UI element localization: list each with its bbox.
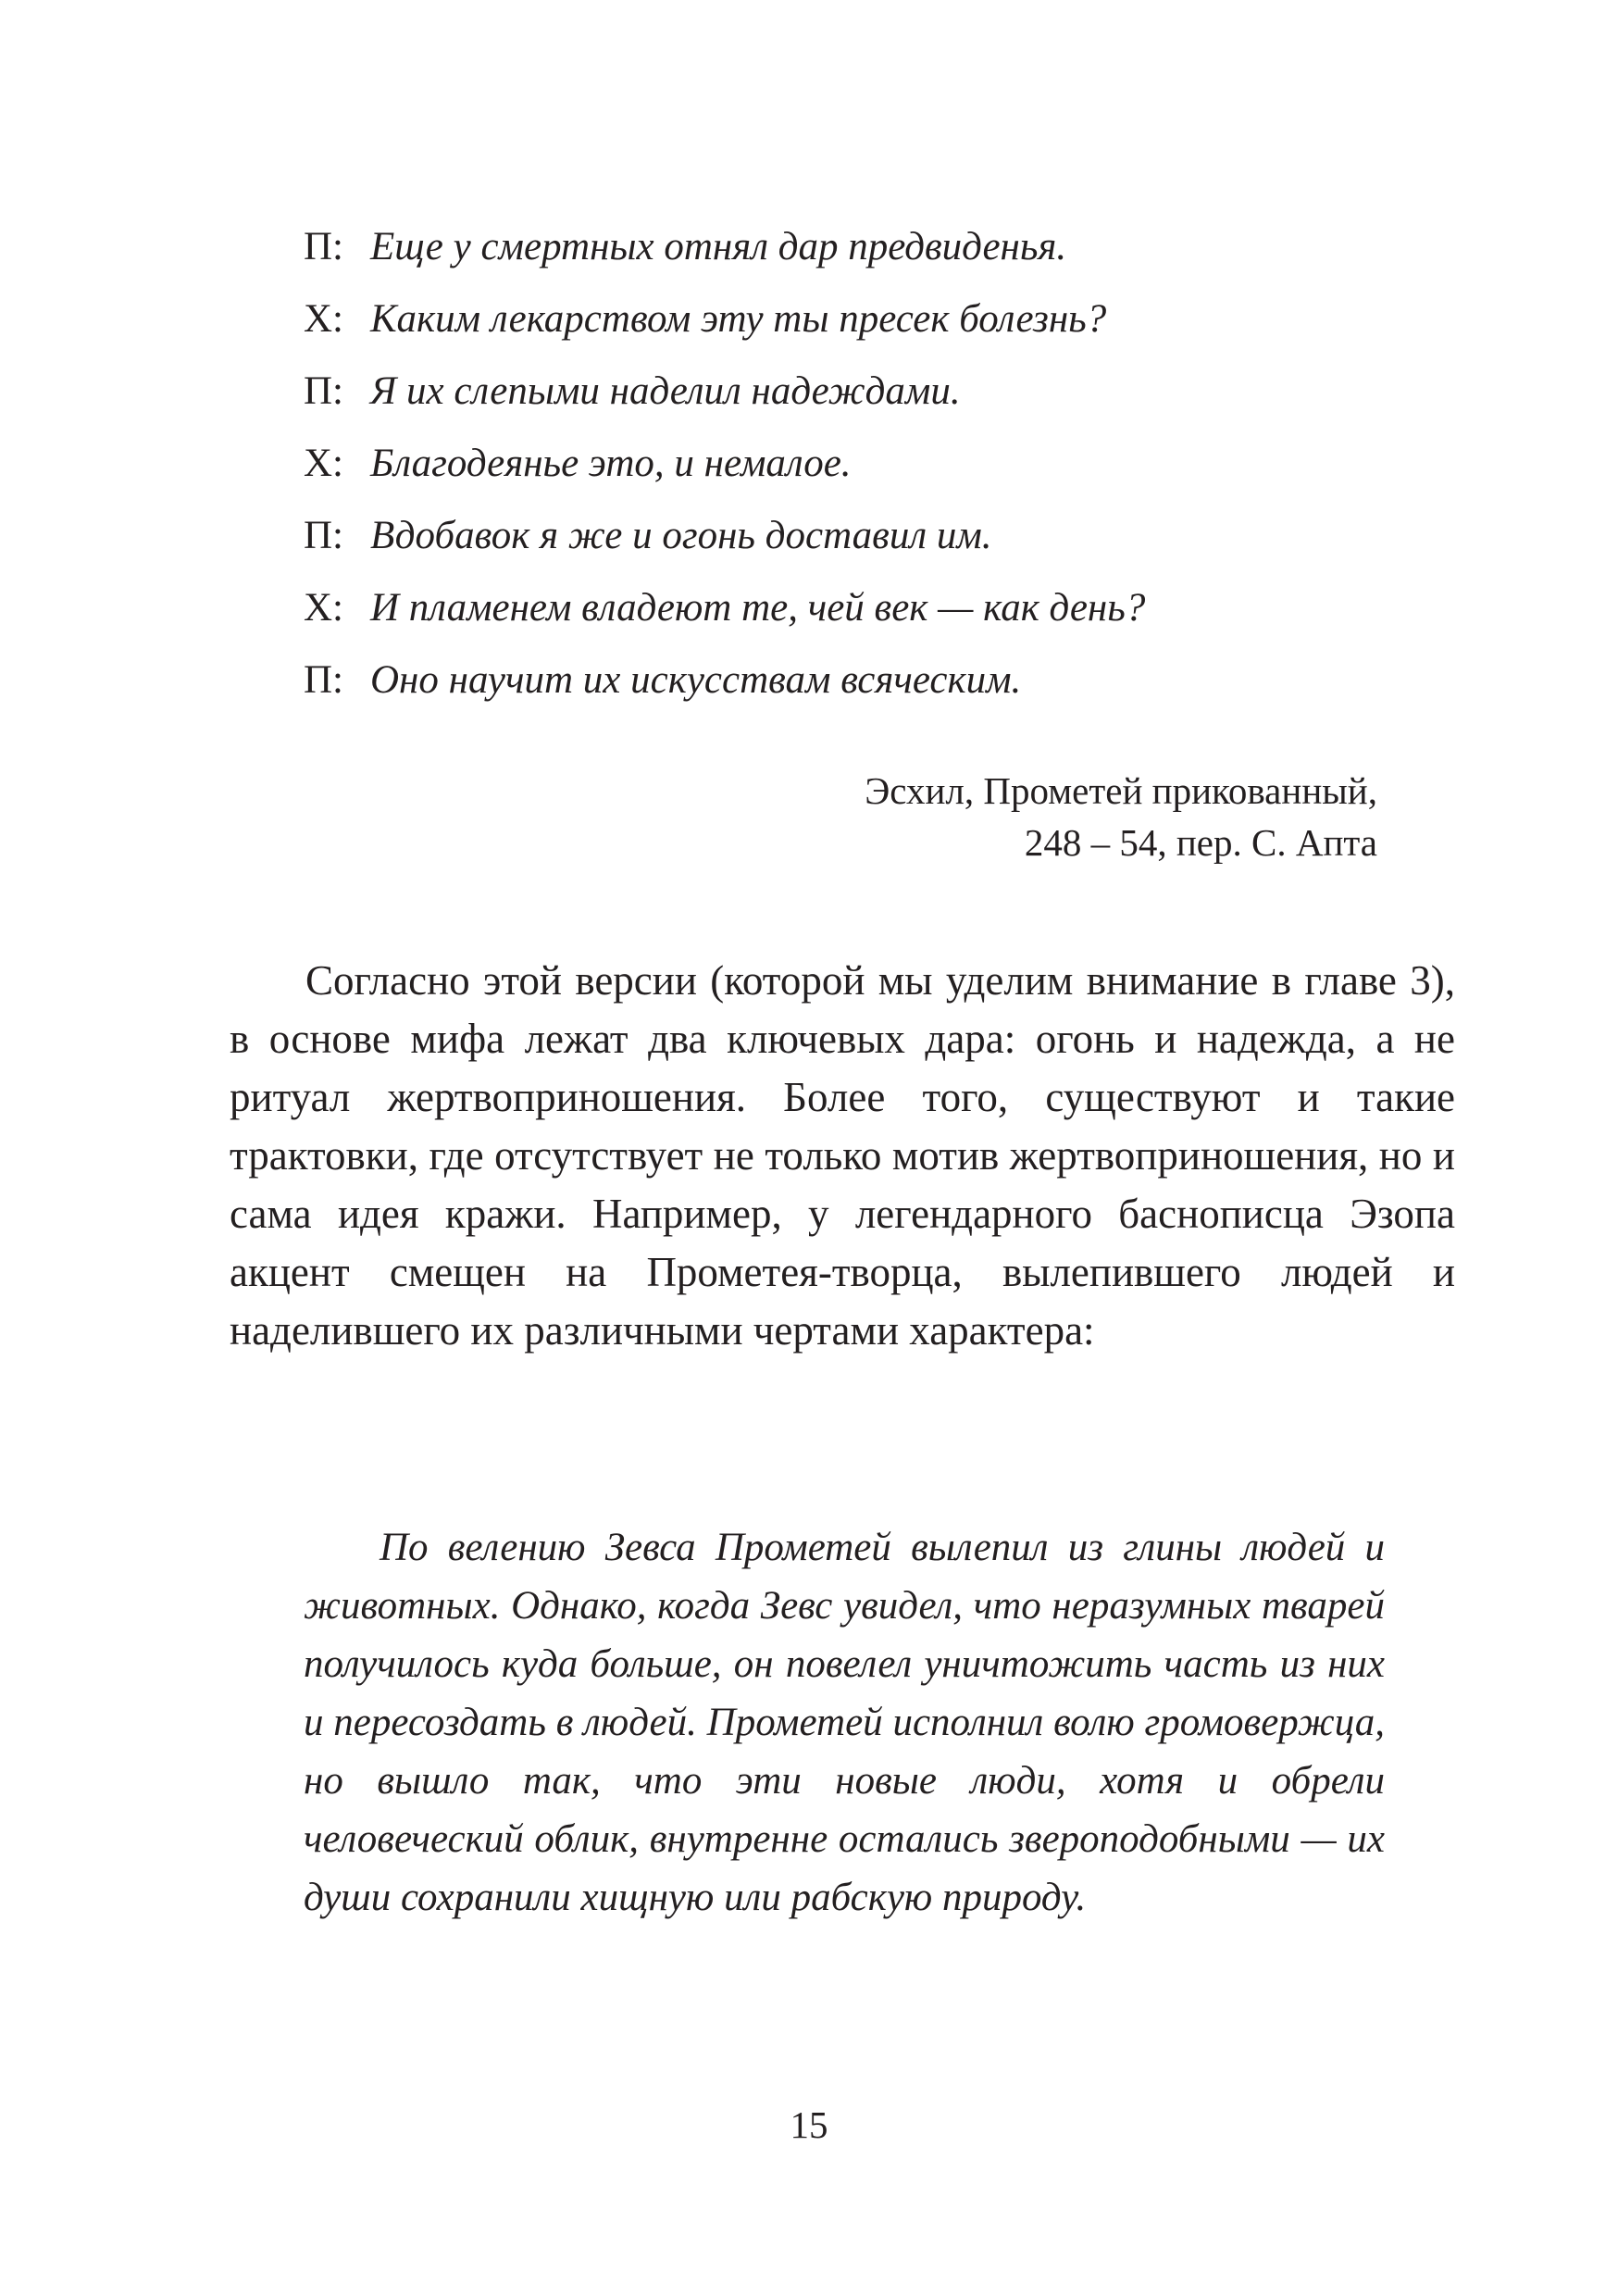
citation-source: Эсхил, Прометей прикованный, [865,769,1377,812]
speaker-label: Х: [304,586,343,630]
verse-text: Оно научит их искусствам всяческим. [370,658,1022,702]
dialogue-line [304,428,1451,500]
speaker-label: П: [304,658,343,702]
speaker-label: П: [304,369,343,413]
dialogue-line [304,572,1451,644]
verse-text: Я их слепыми наделил надеждами. [370,369,961,413]
verse-text: Еще у смертных отнял дар предвиденья. [370,225,1067,268]
body-paragraph: Согласно этой версии (которой мы уделим внимание в главе 3), в основе мифа лежат два ключевых дара: огонь и надежда, а не ритуал жертвоприношения. Более того, существуют и такие трактовки, где отсутствует не только мотив жертвоприношения, но и сама идея кражи. Например, у легендарного баснописца Эзопа акцент смещен на Прометея-творца, вылепившего людей и наделившего их различными чертами характера: [230,957,1455,1354]
citation-attribution [865,765,1377,868]
citation-lines-translator: 248 – 54, пер. С. Апта [1024,821,1377,864]
speaker-label: Х: [304,442,343,485]
dialogue-line [304,211,1451,283]
verse-dialogue [304,211,1451,717]
speaker-label: П: [304,514,343,557]
verse-text: Благодеянье это, и немалое. [370,442,852,485]
dialogue-line [304,283,1451,356]
verse-text: Каким лекарством эту ты пресек болезнь? [370,297,1107,341]
verse-text: И пламенем владеют те, чей век — как день? [370,586,1146,630]
page-number: 15 [790,2103,828,2146]
dialogue-line [304,644,1451,717]
aesop-quote: По велению Зевса Прометей вылепил из глины людей и животных. Однако, когда Зевс увидел, что неразумных тварей получилось куда больше, он повелел уничтожить часть из них и пересоздать в людей. Прометей исполнил волю громовержца, но вышло так, что эти новые люди, хотя и обрели человеческий облик, внутренне остались звероподобными — их души сохранили хищную или рабскую природу. [304,1526,1385,1919]
verse-text: Вдобавок я же и огонь доставил им. [370,514,992,557]
speaker-label: П: [304,225,343,268]
speaker-label: Х: [304,297,343,341]
dialogue-line [304,356,1451,428]
dialogue-line [304,500,1451,572]
